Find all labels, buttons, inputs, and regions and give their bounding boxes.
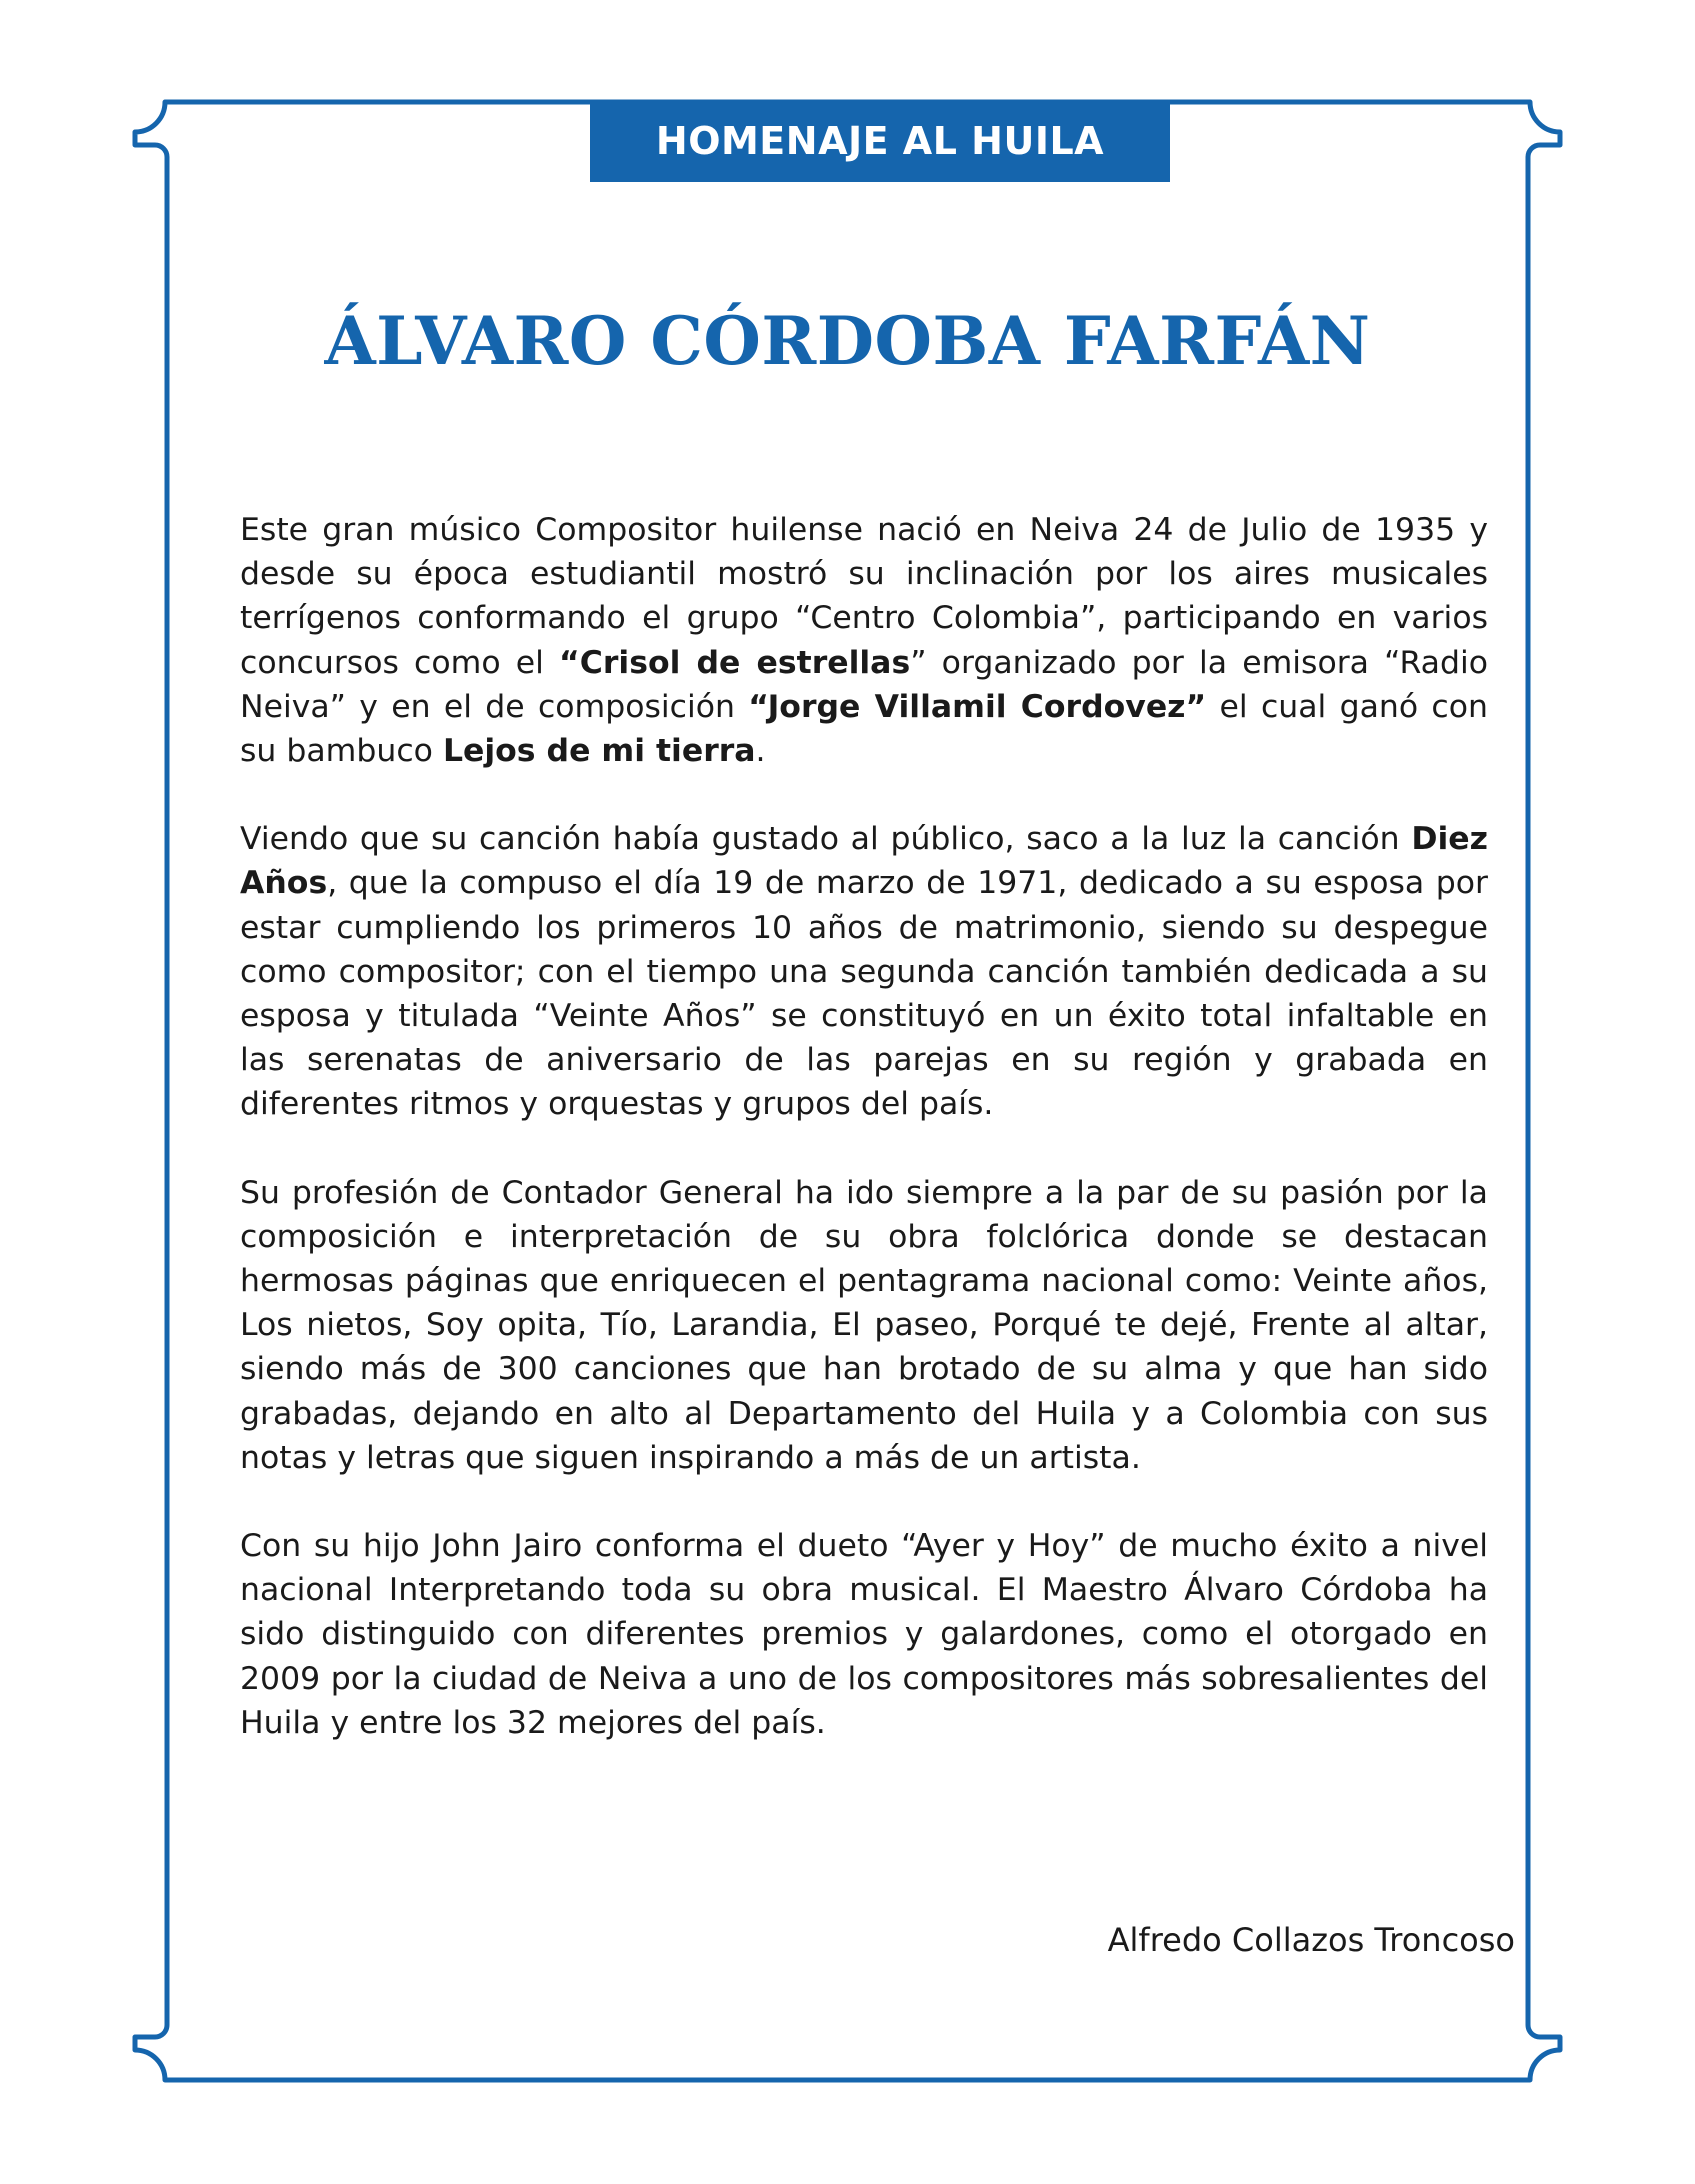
song-title-lejos: Lejos de mi tierra	[442, 733, 756, 770]
song-title-diez-anos: Diez Años	[240, 821, 1488, 902]
paragraph-1-text-g: .	[755, 733, 766, 770]
page-title: ÁLVARO CÓRDOBA FARFÁN	[324, 302, 1371, 380]
paragraph-2	[240, 817, 1488, 1126]
paragraph-3: Su profesión de Contador General ha ido siempre a la par de su pasión por la composición e interpretación de su obra folclórica donde se destacan hermosas páginas que enriquecen el pentagrama nacional como: Veinte años, Los nietos, Soy opita, Tío, Larandia, El paseo, Porqué te dejé, Frente al altar, siendo más de 300 canciones que han brotado de su alma y que han sido grabadas, dejando en alto al Departamento del Huila y a Colombia con sus notas y letras que siguen inspirando a más de un artista.	[240, 1174, 1488, 1476]
paragraph-2-text-c: , que la compuso el día 19 de marzo de 1971, dedicado a su esposa por estar cumpliendo los primeros 10 años de matrimonio, siendo su despegue como compositor; con el tiempo una segunda canción también dedicada a su esposa y titulada “Veinte Años” se constituyó en un éxito total infaltable en las serenatas de aniversario de las parejas en su región y grabada en diferentes ritmos y orquestas y grupos del país.	[240, 865, 1488, 1123]
paragraph-1-text-c: ” organizado por la emisora “Radio Neiva” y en el de composición	[240, 644, 1488, 725]
contest-name-crisol: “Crisol de estrellas	[559, 644, 911, 681]
paragraph-4: Con su hijo John Jairo conforma el dueto “Ayer y Hoy” de mucho éxito a nivel nacional Interpretando toda su obra musical. El Maestro Álvaro Córdoba ha sido distinguido con diferentes premios y galardones, como el otorgado en 2009 por la ciudad de Neiva a uno de los compositores más sobresalientes del Huila y entre los 32 mejores del país.	[240, 1528, 1488, 1741]
header-label: HOMENAJE AL HUILA	[655, 119, 1105, 163]
paragraph-2-text-a: Viendo que su canción había gustado al público, saco a la luz la canción	[240, 821, 1412, 858]
paragraph-1	[240, 508, 1488, 773]
article-body	[240, 508, 1488, 1789]
contest-name-villamil: “Jorge Villamil Cordovez”	[748, 688, 1207, 725]
paragraph-1-text-e: el cual ganó con su bambuco	[240, 688, 1488, 770]
author-signature: Alfredo Collazos Troncoso	[1107, 1921, 1515, 1959]
paragraph-1-text-a: Este gran músico Compositor huilense nació en Neiva 24 de Julio de 1935 y desde su época estudiantil mostró su inclinación por los aires musicales terrígenos conformando el grupo “Centro Colombia”, participando en varios concursos como el	[240, 512, 1488, 681]
header-banner	[590, 100, 1170, 182]
